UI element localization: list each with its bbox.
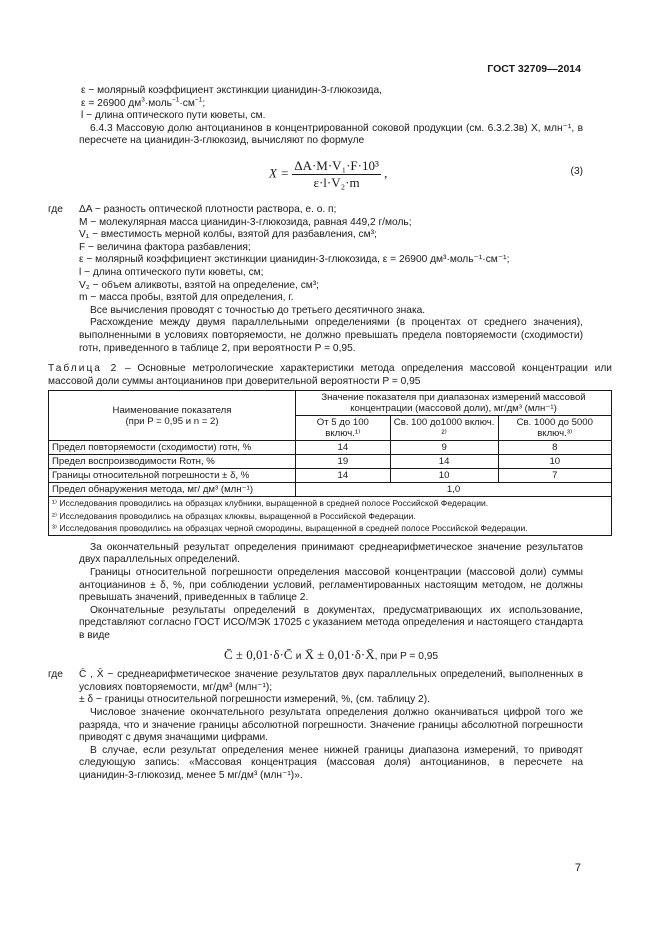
formula-3-expression	[269, 157, 388, 190]
where-item: m − масса пробы, взятой для определения, г.	[79, 292, 294, 304]
table-cell: 14	[296, 441, 391, 455]
table-row	[49, 455, 612, 469]
table-cell: 1,0	[296, 483, 612, 497]
table-cell-name: Предел воспроизводимости Rотн, %	[49, 455, 296, 469]
where-item: ΔA − разность оптической плотности раствора, е. о. п;	[79, 203, 337, 215]
below-range-paragraph: В случае, если результат определения менее нижней границы диапазона измерений, то приводят следующую запись: «Массовая концентрация (массовая доля) антоцианинов, в пересчете на цианидин-3-глюкозид, менее 5 мг/дм³ (млн⁻¹)».	[79, 744, 583, 781]
table-footnote: ²⁾ Исследования проводились на образцах клюквы, выращенной в Российской Федерации.	[49, 510, 612, 523]
where-item: ± δ − границы относительной погрешности измерений, %, (см. таблицу 2).	[79, 694, 430, 706]
where-item: V₂ − объем аликвоты, взятой на определение, см³;	[79, 279, 320, 291]
table-cell-name: Границы относительной погрешности ± δ, %	[49, 469, 296, 483]
where-list	[48, 203, 583, 305]
table-row	[49, 441, 612, 455]
table-row	[49, 483, 612, 497]
table-footnote: ³⁾ Исследования проводились на образцах черной смородины, выращенной в средней полосе Российской Федерации.	[49, 522, 612, 535]
formula-3-number: (3)	[570, 165, 583, 177]
page-number: 7	[574, 862, 581, 874]
formula-3-comma: ,	[384, 165, 388, 181]
formula-3-denominator: ε·l·V₂·m	[313, 174, 360, 190]
table-cell: 9	[390, 441, 498, 455]
page-content	[48, 85, 612, 782]
table-header-indicator: Наименование показателя (при P = 0,95 и n = 2)	[49, 391, 296, 441]
where-item: l − длина оптического пути кюветы, см;	[79, 266, 264, 278]
table-cell: 14	[296, 469, 391, 483]
final-formula	[79, 646, 583, 664]
final-formula-x: X̄ ± 0,01·δ·X̄	[304, 646, 375, 662]
table-footnote: ¹⁾ Исследования проводились на образцах клубники, выращенной в средней полосе Российской Федерации.	[49, 497, 612, 510]
table-cell: 8	[498, 441, 611, 455]
formula-3-numerator: ΔA·M·V₁·F·10³	[294, 157, 379, 173]
table-header-range-3: Св. 1000 до 5000 включ.³⁾	[498, 416, 611, 441]
formula-3	[79, 152, 583, 204]
precision-note: Все вычисления проводят с точностью до третьего десятичного знака.	[90, 304, 426, 316]
where-label: где	[48, 203, 63, 215]
final-formula-c: C̄ ± 0,01·δ·C̄	[223, 646, 293, 662]
table-header-ranges: Значение показателя при диапазонах измерений массовой концентрации (массовой доли), мг/дм³ (млн⁻¹)	[296, 391, 612, 416]
discrepancy-note: Расхождение между двумя параллельными определениями (в процентах от среднего значения), выполненными в условиях повторяемости, не должно превышать предела повторяемости (сходимости) rотн, приведенного в таблице 2, при вероятности P = 0,95.	[79, 317, 583, 354]
formula-3-lhs: X =	[269, 165, 289, 181]
standard-header: ГОСТ 32709—2014	[487, 63, 581, 75]
final-formula-and: и	[295, 650, 302, 662]
table-cell: 19	[296, 455, 391, 469]
where-item: C̄ , X̄ − среднеарифметическое значение результатов двух параллельных определений, выполненных в условиях повторяемости, мг/дм³ (млн⁻¹);	[79, 669, 583, 693]
final-result-paragraph: За окончательный результат определения принимают среднеарифметическое значение результатов двух параллельных определений.	[79, 541, 583, 566]
eps-definition: ε − молярный коэффициент экстинкции цианидин-3-глюкозида,	[81, 85, 382, 96]
table-cell: 14	[390, 455, 498, 469]
table-cell-name: Предел повторяемости (сходимости) rотн, %	[49, 441, 296, 455]
documents-paragraph: Окончательные результаты определений в документах, предусматривающих их использование, представляют согласно ГОСТ ИСО/МЭК 17025 с указанием метода определения и настоящего стандарта в виде	[79, 604, 583, 641]
where-list-2	[48, 669, 583, 707]
table-2-caption	[48, 363, 612, 388]
l-definition: l − длина оптического пути кюветы, см.	[81, 110, 266, 122]
table-2	[48, 390, 612, 536]
table-cell: 10	[390, 469, 498, 483]
bounds-paragraph: Границы относительной погрешности определения массовой концентрации (массовой доли) суммы антоцианинов ± δ, %, при соблюдении условий, регламентированных настоящим методом, не должны превышать значений, приведенных в таблице 2.	[79, 566, 583, 604]
where-item: ε − молярный коэффициент экстинкции цианидин-3-глюкозида, ε = 26900 дм³·моль⁻¹·см⁻¹;	[79, 254, 510, 266]
where-item: F − величина фактора разбавления;	[79, 241, 251, 253]
where-label-2: где	[48, 669, 63, 681]
table-header-range-1: От 5 до 100 включ.¹⁾	[296, 416, 391, 441]
table-cell: 7	[498, 469, 611, 483]
where-item: V₁ − вместимость мерной колбы, взятой для разбавления, см³;	[79, 229, 377, 241]
table-row	[49, 469, 612, 483]
where-item: M − молекулярная масса цианидин-3-глюкозида, равная 449,2 г/моль;	[79, 216, 412, 228]
table-2-caption-text: – Основные метрологические характеристики метода определения массовой концентрации или массовой доли суммы антоцианинов при доверительной вероятности P = 0,95	[48, 363, 612, 387]
table-header-range-2: Св. 100 до1000 включ. ²⁾	[390, 416, 498, 441]
table-cell: 10	[498, 455, 611, 469]
numeric-paragraph: Числовое значение окончательного результата определения должно оканчиваться цифрой того же разряда, что и значение границы абсолютной погрешности. Значение границы абсолютной погрешности приводят с двумя значащими цифрами.	[79, 706, 583, 744]
eps-value: ε = 26900 $дм^3\cdot моль^{-1}\cdot см^{-1}$;	[81, 96, 206, 109]
final-formula-tail: , при P = 0,95	[374, 650, 439, 662]
table-cell-name: Предел обнаружения метода, мг/ дм³ (млн⁻¹)	[49, 483, 296, 497]
table-2-caption-label: Таблица 2	[48, 363, 119, 375]
section-6-4-3: 6.4.3 Массовую долю антоцианинов в концентрированной соковой продукции (см. 6.3.2.3в) X, млн⁻¹, в пересчете на цианидин-3-глюкозид, вычисляют по формуле	[79, 122, 583, 147]
